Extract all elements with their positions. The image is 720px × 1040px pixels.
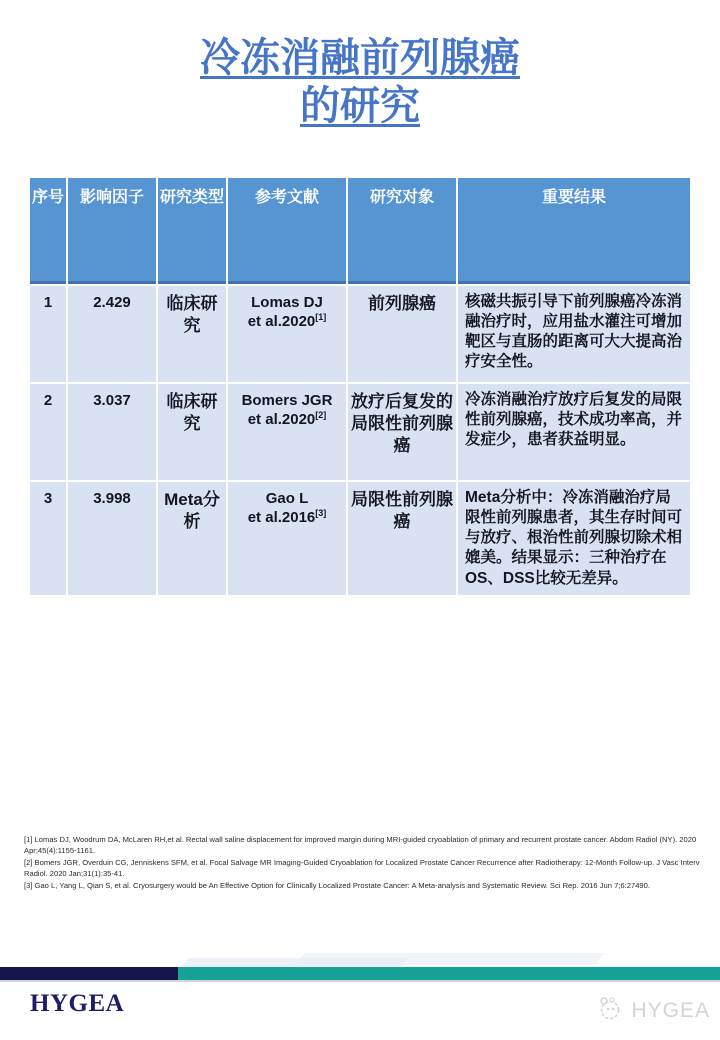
cell-study-type: Meta分析 <box>157 481 227 596</box>
cell-subject: 放疗后复发的局限性前列腺癌 <box>347 383 457 481</box>
header-study-type: 研究类型 <box>157 177 227 285</box>
reference-year: et al.2016 <box>247 509 316 527</box>
cell-impact-factor: 3.998 <box>67 481 157 596</box>
hygea-watermark-icon <box>597 994 625 1027</box>
cell-impact-factor: 3.037 <box>67 383 157 481</box>
study-table-wrapper <box>28 176 692 597</box>
header-subject: 研究对象 <box>347 177 457 285</box>
footnote-2: [2] Bomers JGR, Overduin CG, Jenniskens SFM, et al. Focal Salvage MR Imaging-Guided Cryoablation for Localized Prostate Cancer Recurrence after Radiotherapy: 12-Month Follow-up. J Vasc Interv Radiol. 2020 Jan;31(1):35-41. <box>24 857 700 879</box>
footer-bar-shadow <box>0 980 720 982</box>
table-row <box>29 481 691 596</box>
reference-author: Lomas DJ <box>251 294 323 311</box>
reference-citation-mark: [3] <box>315 508 327 519</box>
table-row <box>29 383 691 481</box>
footnote-1: [1] Lomas DJ, Woodrum DA, McLaren RH,et al. Rectal wall saline displacement for improved margin during MRI-guided cryoablation of primary and recurrent prostate cancer. Abdom Radiol (NY). 2020 Apr;45(4):1155-1161. <box>24 835 697 856</box>
footnote-3: [3] Gao L, Yang L, Qian S, et al. Cryosurgery would be An Effective Option for Clinically Localized Prostate Cancer: A Meta-analysis and Systematic Review. Sci Rep. 2016 Jun 7;6:27490. <box>24 880 650 890</box>
header-impact-factor: 影响因子 <box>67 177 157 285</box>
study-table <box>28 176 692 597</box>
cell-result: Meta分析中：冷冻消融治疗局限性前列腺患者，其生存时间可与放疗、根治性前列腺切除术相媲美。结果显示：三种治疗在OS、DSS比较无差异。 <box>457 481 691 596</box>
cell-no: 3 <box>29 481 67 596</box>
hygea-watermark <box>597 994 710 1027</box>
cell-subject: 局限性前列腺癌 <box>347 481 457 596</box>
footer-bar-navy-segment <box>0 967 178 980</box>
hygea-logo-text: HYGEA <box>30 990 125 1017</box>
cell-study-type: 临床研究 <box>157 383 227 481</box>
header-no: 序号 <box>29 177 67 285</box>
reference-year: et al.2020 <box>247 411 316 429</box>
reference-citation-mark: [1] <box>315 312 327 323</box>
cell-no: 2 <box>29 383 67 481</box>
reference-year: et al.2020 <box>247 313 316 331</box>
hygea-watermark-text: HYGEA <box>631 998 710 1022</box>
reference-author: Gao L <box>265 490 309 507</box>
header-reference: 参考文献 <box>227 177 347 285</box>
footer-decorative-streak <box>181 958 409 967</box>
cell-result: 核磁共振引导下前列腺癌冷冻消融治疗时，应用盐水灌注可增加靶区与直肠的距离可大大提高治疗安全性。 <box>457 285 691 383</box>
cell-no: 1 <box>29 285 67 383</box>
page-title-line2: 的研究 <box>300 84 420 128</box>
cell-subject: 前列腺癌 <box>347 285 457 383</box>
page-title-line1: 冷冻消融前列腺癌 <box>200 36 520 80</box>
reference-author: Bomers JGR <box>241 392 333 409</box>
footnotes <box>24 834 702 891</box>
cell-reference <box>227 285 347 383</box>
cell-reference <box>227 383 347 481</box>
table-row <box>29 285 691 383</box>
cell-result: 冷冻消融治疗放疗后复发的局限性前列腺癌，技术成功率高，并发症少，患者获益明显。 <box>457 383 691 481</box>
reference-citation-mark: [2] <box>315 410 327 421</box>
table-header-row <box>29 177 691 285</box>
header-result: 重要结果 <box>457 177 691 285</box>
cell-study-type: 临床研究 <box>157 285 227 383</box>
cell-reference <box>227 481 347 596</box>
cell-impact-factor: 2.429 <box>67 285 157 383</box>
footer-bar-teal-segment <box>178 967 720 980</box>
page-title <box>0 34 720 130</box>
